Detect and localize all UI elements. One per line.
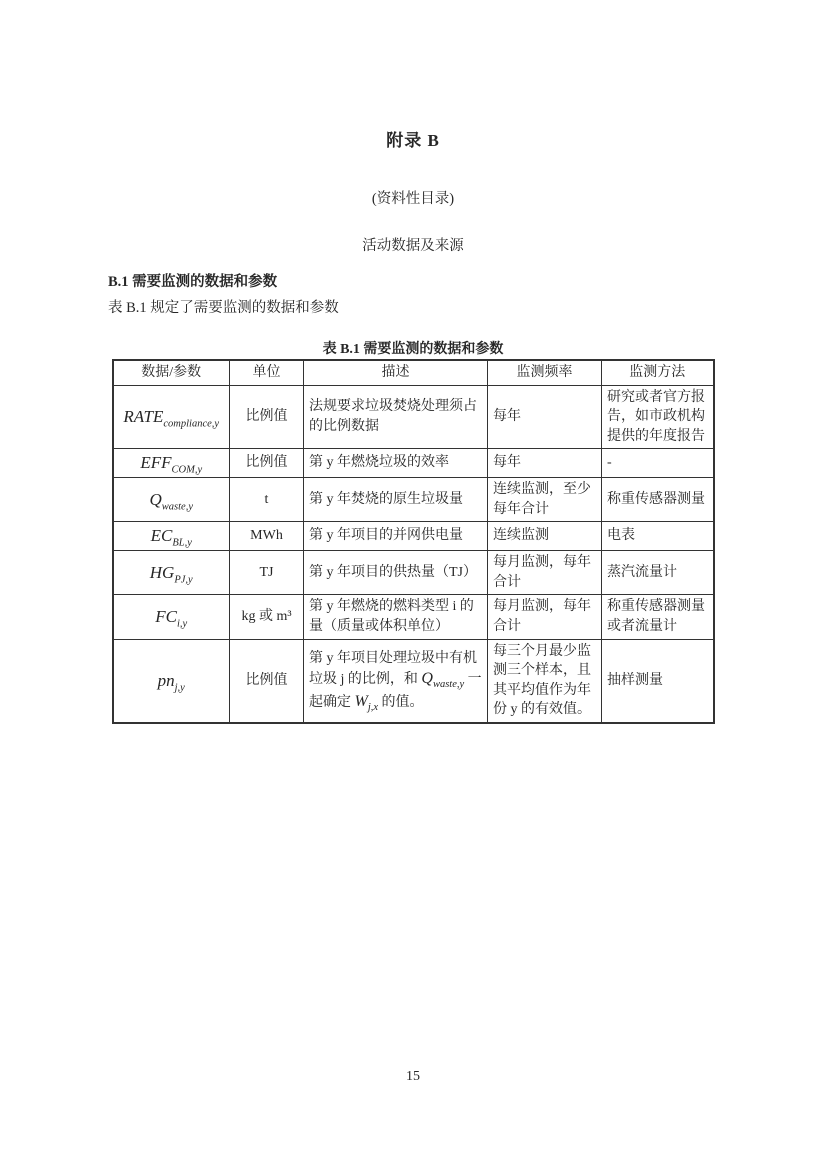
catalog-note: (资料性目录): [371, 191, 455, 207]
cell-param: [113, 449, 230, 478]
table-row: [113, 478, 714, 522]
cell-desc: 第 y 年燃烧垃圾的效率: [304, 449, 488, 478]
parameter-formula: $FC_{i,y}$: [155, 607, 188, 630]
cell-unit: 比例值: [230, 639, 304, 723]
table-header-row: [113, 360, 714, 385]
cell-frequency: 每年: [488, 449, 602, 478]
section-intro: 表 B.1 规定了需要监测的数据和参数: [108, 300, 339, 316]
header-cell-description: 描述: [304, 360, 488, 385]
cell-param: [113, 639, 230, 723]
cell-desc: 第 y 年燃烧的燃料类型 i 的量（质量或体积单位）: [304, 595, 488, 639]
cell-frequency: 连续监测，至少每年合计: [488, 478, 602, 522]
table-row: [113, 522, 714, 551]
cell-frequency: 每三个月最少监测三个样本，且其平均值作为年份 y 的有效值。: [488, 639, 602, 723]
page-number: 15: [406, 1069, 420, 1084]
section-heading: B.1 需要监测的数据和参数: [108, 274, 278, 290]
cell-unit: 比例值: [230, 449, 304, 478]
monitoring-parameters-table: [112, 359, 715, 724]
header-cell-parameter: 数据/参数: [113, 360, 230, 385]
parameter-formula: $RATE_{compliance,y}$: [123, 407, 220, 430]
cell-method: -: [602, 449, 714, 478]
cell-unit: 比例值: [230, 385, 304, 449]
table-row: [113, 639, 714, 723]
table-caption: 表 B.1 需要监测的数据和参数: [322, 342, 504, 357]
appendix-title: 附录 B: [386, 131, 440, 150]
parameter-formula: $HG_{PJ,y}$: [149, 562, 193, 586]
cell-method: 电表: [602, 522, 714, 551]
cell-unit: MWh: [230, 522, 304, 551]
cell-param: [113, 551, 230, 595]
cell-unit: t: [230, 478, 304, 522]
cell-param: [113, 522, 230, 551]
table-row: [113, 449, 714, 478]
header-cell-unit: 单位: [230, 360, 304, 385]
cell-method: 称重传感器测量: [602, 478, 714, 522]
cell-param: [113, 385, 230, 449]
cell-method: 蒸汽流量计: [602, 551, 714, 595]
cell-method: 研究或者官方报告，如市政机构提供的年度报告: [602, 385, 714, 449]
cell-frequency: 每月监测，每年合计: [488, 595, 602, 639]
cell-desc: 第 y 年项目处理垃圾中有机垃圾 j 的比例，和 $Q_{waste,y}$ 一起确定 $W_{j,x}$ 的值。: [304, 639, 488, 723]
page-content: [108, 270, 718, 724]
parameter-formula: $EFF_{COM,y}$: [140, 453, 203, 476]
cell-desc: 法规要求垃圾焚烧处理须占的比例数据: [304, 385, 488, 449]
parameter-formula: $Q_{waste,y}$: [149, 489, 193, 513]
cell-frequency: 连续监测: [488, 522, 602, 551]
inline-formula: $W_{j,x}$: [354, 692, 379, 713]
cell-desc: 第 y 年项目的供热量（TJ）: [304, 551, 488, 595]
header-cell-method: 监测方法: [602, 360, 714, 385]
cell-frequency: 每年: [488, 385, 602, 449]
doc-subtitle: 活动数据及来源: [362, 238, 464, 254]
cell-desc: 第 y 年焚烧的原生垃圾量: [304, 478, 488, 522]
cell-unit: kg 或 m³: [230, 595, 304, 639]
header-cell-frequency: 监测频率: [488, 360, 602, 385]
table-row: [113, 551, 714, 595]
table-row: [113, 385, 714, 449]
inline-formula: $Q_{waste,y}$: [421, 670, 465, 691]
cell-desc: 第 y 年项目的并网供电量: [304, 522, 488, 551]
cell-param: [113, 595, 230, 639]
parameter-formula: $pn_{j,y}$: [157, 670, 185, 694]
cell-unit: TJ: [230, 551, 304, 595]
parameter-formula: $EC_{BL,y}$: [150, 526, 192, 549]
table-row: [113, 595, 714, 639]
cell-param: [113, 478, 230, 522]
cell-method: 称重传感器测量或者流量计: [602, 595, 714, 639]
cell-method: 抽样测量: [602, 639, 714, 723]
cell-frequency: 每月监测，每年合计: [488, 551, 602, 595]
